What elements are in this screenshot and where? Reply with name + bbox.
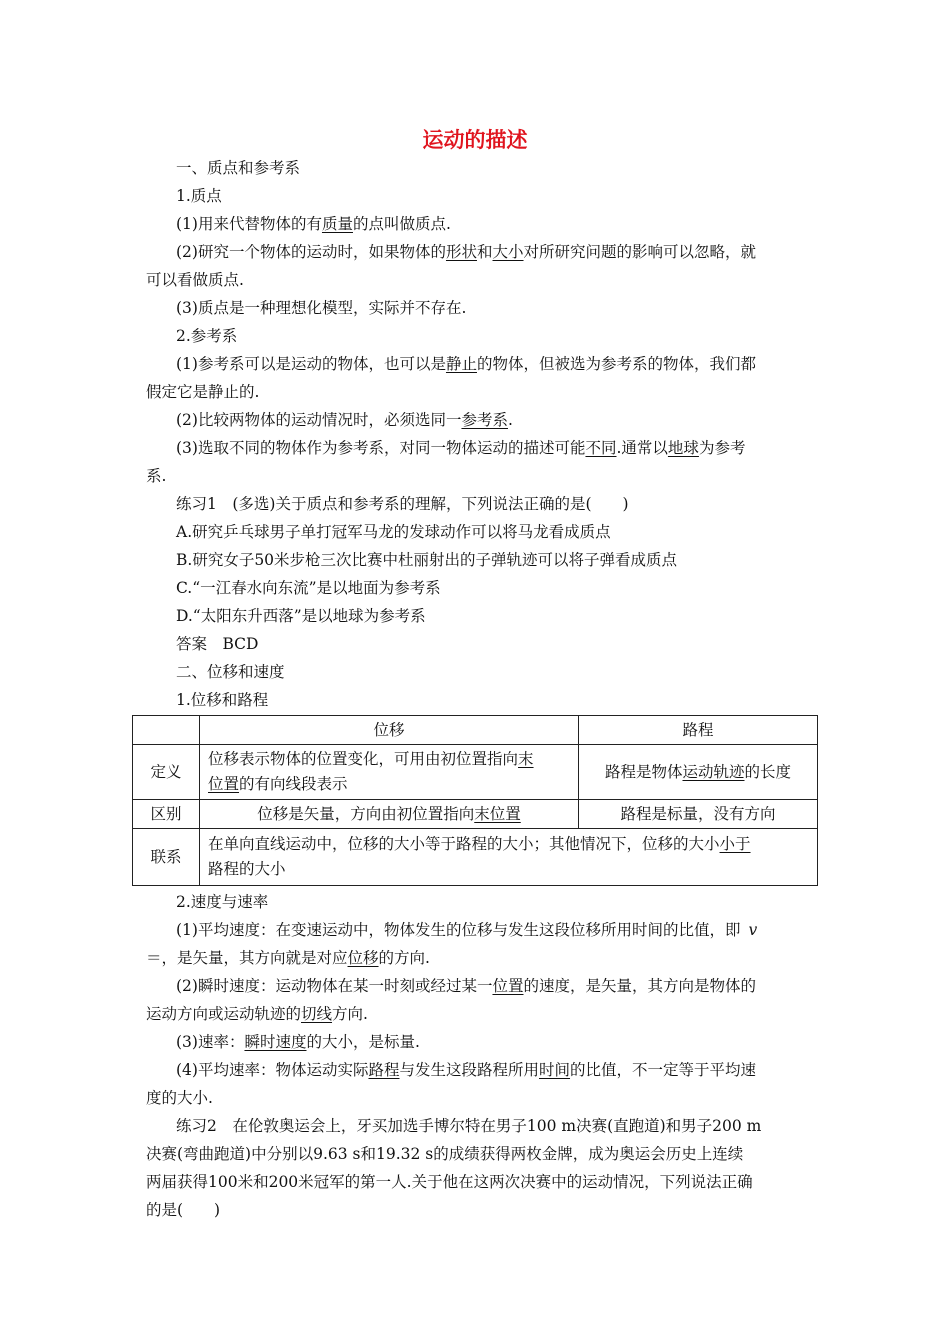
para-particle-2-cont: 可以看做质点. — [146, 271, 244, 289]
exercise-2-line-3: 两届获得100米和200米冠军的第一人.关于他在这两次决赛中的运动情况，下列说法正确 — [146, 1173, 753, 1191]
table-cell: 位移表示物体的位置变化，可用由初位置指向末 位置的有向线段表示 — [200, 745, 579, 800]
para-average-speed: (4)平均速率：物体运动实际路程与发生这段路程所用时间的比值，不一定等于平均速 — [176, 1061, 757, 1079]
exercise-1-answer: 答案 BCD — [176, 635, 259, 653]
para-frame-3-cont: 系. — [146, 467, 167, 485]
table-cell: 路程是物体运动轨迹的长度 — [579, 745, 818, 800]
para-frame-1-cont: 假定它是静止的. — [146, 383, 260, 401]
exercise-2-line-1: 练习2 在伦敦奥运会上，牙买加选手博尔特在男子100 m决赛(直跑道)和男子200 m — [176, 1117, 762, 1135]
para-speed: (3)速率：瞬时速度的大小，是标量. — [176, 1033, 420, 1051]
table-cell: 在单向直线运动中，位移的大小等于路程的大小；其他情况下，位移的大小小于 路程的大小 — [200, 829, 818, 886]
para-average-speed-cont: 度的大小. — [146, 1089, 213, 1107]
section-heading-2: 二、位移和速度 — [176, 663, 285, 681]
exercise-1-option-b: B.研究女子50米步枪三次比赛中杜丽射出的子弹轨迹可以将子弹看成质点 — [176, 551, 678, 569]
section-heading-1: 一、质点和参考系 — [176, 159, 301, 177]
table-row-label: 联系 — [133, 829, 200, 886]
para-instant-velocity: (2)瞬时速度：运动物体在某一时刻或经过某一位置的速度，是矢量，其方向是物体的 — [176, 977, 756, 995]
table-cell: 位移是矢量，方向由初位置指向末位置 — [200, 800, 579, 829]
para-particle-3: (3)质点是一种理想化模型，实际并不存在. — [176, 299, 467, 317]
exercise-1-stem: 练习1 (多选)关于质点和参考系的理解，下列说法正确的是( ) — [176, 495, 629, 513]
page-title: 运动的描述 — [422, 128, 528, 152]
table-row — [133, 745, 818, 800]
subheading-frame: 2.参考系 — [176, 327, 238, 345]
table-row-label: 定义 — [133, 745, 200, 800]
exercise-1-option-d: D.“太阳东升西落”是以地球为参考系 — [176, 607, 426, 625]
para-frame-3: (3)选取不同的物体作为参考系，对同一物体运动的描述可能不同.通常以地球为参考 — [176, 439, 746, 457]
table-row-label: 区别 — [133, 800, 200, 829]
table-cell — [133, 716, 200, 745]
table-header: 位移 — [200, 716, 579, 745]
exercise-1-option-c: C.“一江春水向东流”是以地面为参考系 — [176, 579, 441, 597]
subheading-displacement: 1.位移和路程 — [176, 691, 269, 709]
table-cell: 路程是标量，没有方向 — [579, 800, 818, 829]
subheading-particle: 1.质点 — [176, 187, 222, 205]
para-frame-2: (2)比较两物体的运动情况时，必须选同一参考系. — [176, 411, 513, 429]
para-particle-1: (1)用来代替物体的有质量的点叫做质点. — [176, 215, 451, 233]
para-average-velocity: (1)平均速度：在变速运动中，物体发生的位移与发生这段位移所用时间的比值，即 v — [176, 921, 758, 939]
para-frame-1: (1)参考系可以是运动的物体，也可以是静止的物体，但被选为参考系的物体，我们都 — [176, 355, 756, 373]
table-row — [133, 829, 818, 886]
exercise-2-line-4: 的是( ) — [146, 1201, 221, 1219]
table-header: 路程 — [579, 716, 818, 745]
comparison-table — [132, 715, 818, 886]
exercise-2-line-2: 决赛(弯曲跑道)中分别以9.63 s和19.32 s的成绩获得两枚金牌，成为奥运会历史上连续 — [146, 1145, 744, 1163]
exercise-1-option-a: A.研究乒乓球男子单打冠军马龙的发球动作可以将马龙看成质点 — [176, 523, 611, 541]
para-particle-2: (2)研究一个物体的运动时，如果物体的形状和大小对所研究问题的影响可以忽略，就 — [176, 243, 757, 261]
table-row — [133, 800, 818, 829]
subheading-speed: 2.速度与速率 — [176, 893, 269, 911]
para-average-velocity-cont: ＝，是矢量，其方向就是对应位移的方向. — [146, 949, 430, 967]
para-instant-velocity-cont: 运动方向或运动轨迹的切线方向. — [146, 1005, 368, 1023]
table-row — [133, 716, 818, 745]
